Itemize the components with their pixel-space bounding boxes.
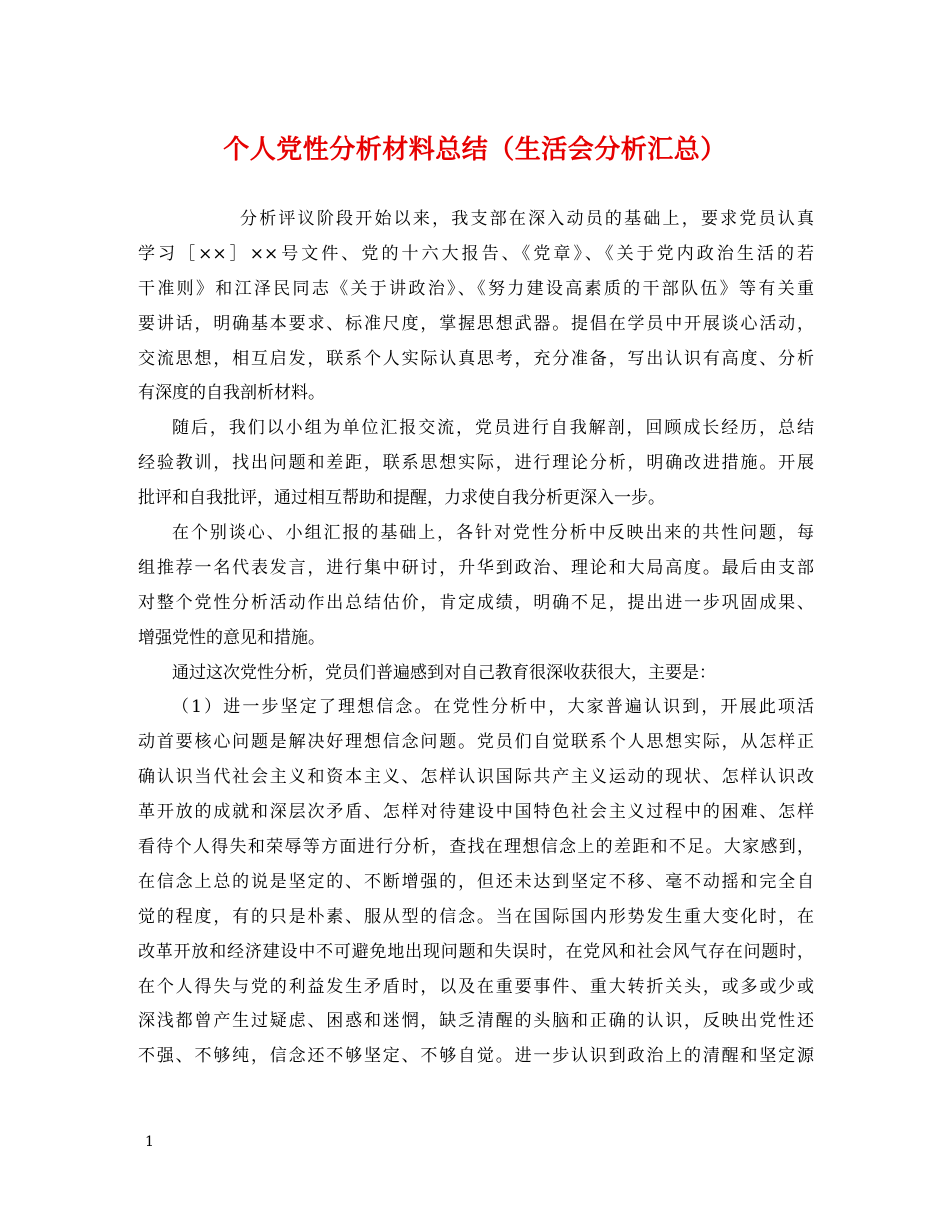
text-line: 动首要核心问题是解决好理想信念问题。党员们自觉联系个人思想实际，从怎样正: [138, 732, 814, 753]
text-line: 有深度的自我剖析材料。: [138, 383, 325, 404]
text-line: 学习［××］××号文件、党的十六大报告、《党章》、《关于党内政治生活的若: [138, 243, 814, 264]
text-line: 不强、不够纯，信念还不够坚定、不够自觉。进一步认识到政治上的清醒和坚定源: [138, 1046, 814, 1067]
page-number: 1: [145, 1134, 154, 1150]
document-title: 个人党性分析材料总结（生活会分析汇总）: [223, 135, 727, 165]
text-line: 要讲话，明确基本要求、标准尺度，掌握思想武器。提倡在学员中开展谈心活动，: [138, 313, 814, 334]
text-line: （1）进一步坚定了理想信念。在党性分析中，大家普遍认识到，开展此项活: [172, 697, 814, 718]
text-line: 通过这次党性分析，党员们普遍感到对自己教育很深收获很大，主要是：: [172, 662, 716, 683]
text-line: 革开放的成就和深层次矛盾、怎样对待建设中国特色社会主义过程中的困难、怎样: [138, 802, 814, 823]
text-line: 深浅都曾产生过疑虑、困惑和迷惘，缺乏清醒的头脑和正确的认识，反映出党性还: [138, 1011, 814, 1032]
text-line: 对整个党性分析活动作出总结估价，肯定成绩，明确不足，提出进一步巩固成果、: [138, 592, 814, 613]
text-line: 在个别谈心、小组汇报的基础上，各针对党性分析中反映出来的共性问题，每: [172, 523, 814, 544]
text-line: 在个人得失与党的利益发生矛盾时，以及在重要事件、重大转折关头，或多或少或: [138, 976, 814, 997]
text-line: 增强党性的意见和措施。: [138, 627, 325, 648]
text-line: 分析评议阶段开始以来，我支部在深入动员的基础上，要求党员认真: [240, 209, 814, 229]
text-line: 随后，我们以小组为单位汇报交流，党员进行自我解剖，回顾成长经历，总结: [172, 418, 814, 439]
text-line: 改革开放和经济建设中不可避免地出现问题和失误时，在党风和社会风气存在问题时，: [138, 941, 814, 962]
text-line: 组推荐一名代表发言，进行集中研讨，升华到政治、理论和大局高度。最后由支部: [138, 557, 814, 578]
text-line: 看待个人得失和荣辱等方面进行分析，查找在理想信念上的差距和不足。大家感到，: [138, 837, 814, 858]
text-line: 交流思想，相互启发，联系个人实际认真思考，充分准备，写出认识有高度、分析: [138, 348, 814, 369]
document-body: [138, 202, 814, 1074]
text-line: 觉的程度，有的只是朴素、服从型的信念。当在国际国内形势发生重大变化时，在: [138, 906, 814, 927]
text-line: 在信念上总的说是坚定的、不断增强的，但还未达到坚定不移、毫不动摇和完全自: [138, 871, 814, 892]
text-line: 经验教训，找出问题和差距，联系思想实际，进行理论分析，明确改进措施。开展: [138, 453, 814, 474]
text-line: 确认识当代社会主义和资本主义、怎样认识国际共产主义运动的现状、怎样认识改: [138, 767, 814, 788]
text-line: 批评和自我批评，通过相互帮助和提醒，力求使自我分析更深入一步。: [138, 488, 665, 509]
text-line: 干准则》和江泽民同志《关于讲政治》、《努力建设高素质的干部队伍》等有关重: [138, 278, 814, 299]
